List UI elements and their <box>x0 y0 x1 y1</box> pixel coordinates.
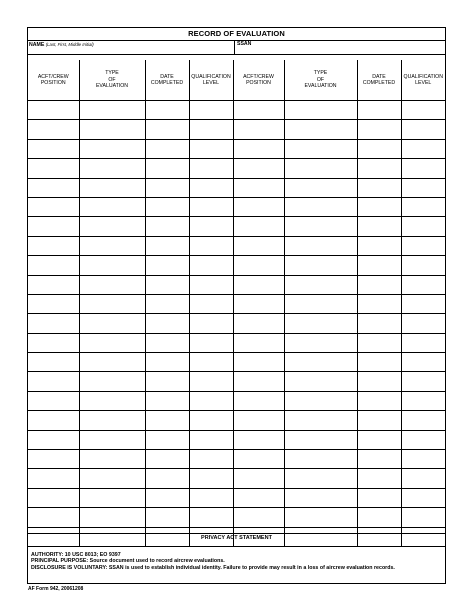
entry-cell[interactable] <box>28 275 79 294</box>
entry-cell[interactable] <box>401 236 445 255</box>
table-row <box>28 430 445 449</box>
entry-cell[interactable] <box>189 197 233 216</box>
entry-cell[interactable] <box>233 120 284 139</box>
privacy-purpose: PRINCIPAL PURPOSE: Source document used to record aircrew evaluations. <box>31 558 225 565</box>
entry-cell[interactable] <box>401 391 445 410</box>
entry-cell[interactable] <box>79 139 145 158</box>
privacy-authority: AUTHORITY: 10 USC 8013; EO 9397 <box>31 552 121 558</box>
entry-cell[interactable] <box>79 294 145 313</box>
entry-cell[interactable] <box>284 391 357 410</box>
privacy-title: PRIVACY ACT STATEMENT <box>201 535 272 541</box>
entry-cell[interactable] <box>28 469 79 488</box>
entry-cell[interactable] <box>284 197 357 216</box>
table-row <box>28 488 445 507</box>
table-row <box>28 294 445 313</box>
entry-cell[interactable] <box>145 469 189 488</box>
privacy-disclosure: DISCLOSURE IS VOLUNTARY: SSAN is used to establish individual identity. Failure to provide may result in a loss of aircrew evaluation records. <box>31 564 395 571</box>
entry-cell[interactable] <box>233 353 284 372</box>
entry-cell[interactable] <box>28 450 79 469</box>
entry-cell[interactable] <box>233 333 284 352</box>
entry-cell[interactable] <box>233 178 284 197</box>
entry-cell[interactable] <box>401 469 445 488</box>
entry-cell[interactable] <box>233 430 284 449</box>
header-line: TYPE <box>105 70 119 77</box>
entry-cell[interactable] <box>357 101 401 120</box>
entry-cell[interactable] <box>145 372 189 391</box>
name-field[interactable] <box>28 41 235 54</box>
entry-cell[interactable] <box>145 217 189 236</box>
entry-cell[interactable] <box>357 450 401 469</box>
entry-cell[interactable] <box>145 488 189 507</box>
entry-cell[interactable] <box>284 450 357 469</box>
entry-cell[interactable] <box>145 236 189 255</box>
entry-cell[interactable] <box>189 488 233 507</box>
evaluation-table <box>28 60 445 547</box>
entry-cell[interactable] <box>357 353 401 372</box>
header-line: POSITION <box>40 80 66 86</box>
table-row <box>28 197 445 216</box>
entry-cell[interactable] <box>79 372 145 391</box>
entry-cell[interactable] <box>284 217 357 236</box>
table-row <box>28 275 445 294</box>
form-number: AF Form 942, 20061208 <box>28 586 84 592</box>
entry-cell[interactable] <box>401 197 445 216</box>
entry-cell[interactable] <box>357 508 401 527</box>
entry-cell[interactable] <box>233 488 284 507</box>
entry-cell[interactable] <box>284 372 357 391</box>
header-line: EVALUATION <box>304 83 337 90</box>
evaluation-rows <box>28 101 445 547</box>
entry-cell[interactable] <box>28 411 79 430</box>
entry-cell[interactable] <box>79 411 145 430</box>
table-row <box>28 372 445 391</box>
table-row <box>28 469 445 488</box>
entry-cell[interactable] <box>145 333 189 352</box>
entry-cell[interactable] <box>28 139 79 158</box>
entry-cell[interactable] <box>233 275 284 294</box>
entry-cell[interactable] <box>145 178 189 197</box>
entry-cell[interactable] <box>357 139 401 158</box>
table-row <box>28 333 445 352</box>
entry-cell[interactable] <box>284 314 357 333</box>
entry-cell[interactable] <box>284 236 357 255</box>
entry-cell[interactable] <box>284 139 357 158</box>
table-row <box>28 314 445 333</box>
entry-cell[interactable] <box>401 275 445 294</box>
entry-cell[interactable] <box>79 217 145 236</box>
record-of-evaluation-form <box>27 27 446 584</box>
entry-cell[interactable] <box>357 217 401 236</box>
table-row <box>28 411 445 430</box>
entry-cell[interactable] <box>401 178 445 197</box>
entry-cell[interactable] <box>145 256 189 275</box>
header-line: LEVEL <box>415 80 432 86</box>
entry-cell[interactable] <box>401 256 445 275</box>
header-line: QUALIFICATION <box>191 73 231 80</box>
entry-cell[interactable] <box>145 411 189 430</box>
entry-cell[interactable] <box>28 508 79 527</box>
entry-cell[interactable] <box>233 236 284 255</box>
privacy-body <box>31 552 429 571</box>
entry-cell[interactable] <box>284 101 357 120</box>
entry-cell[interactable] <box>145 430 189 449</box>
entry-cell[interactable] <box>233 508 284 527</box>
entry-cell[interactable] <box>284 488 357 507</box>
entry-cell[interactable] <box>401 120 445 139</box>
entry-cell[interactable] <box>357 120 401 139</box>
entry-cell[interactable] <box>28 353 79 372</box>
entry-cell[interactable] <box>284 430 357 449</box>
entry-cell[interactable] <box>401 217 445 236</box>
entry-cell[interactable] <box>233 314 284 333</box>
entry-cell[interactable] <box>284 469 357 488</box>
entry-cell[interactable] <box>284 508 357 527</box>
entry-cell[interactable] <box>145 197 189 216</box>
entry-cell[interactable] <box>284 178 357 197</box>
entry-cell[interactable] <box>233 101 284 120</box>
entry-cell[interactable] <box>357 391 401 410</box>
entry-cell[interactable] <box>79 469 145 488</box>
entry-cell[interactable] <box>401 314 445 333</box>
entry-cell[interactable] <box>145 353 189 372</box>
col-header-acft-crew-position-2 <box>233 60 284 101</box>
entry-cell[interactable] <box>28 488 79 507</box>
entry-cell[interactable] <box>401 101 445 120</box>
entry-cell[interactable] <box>357 372 401 391</box>
entry-cell[interactable] <box>357 411 401 430</box>
entry-cell[interactable] <box>79 256 145 275</box>
entry-cell[interactable] <box>401 488 445 507</box>
entry-cell[interactable] <box>79 450 145 469</box>
entry-cell[interactable] <box>28 333 79 352</box>
entry-cell[interactable] <box>189 236 233 255</box>
column-header-row <box>28 60 445 101</box>
entry-cell[interactable] <box>145 120 189 139</box>
ssan-field[interactable] <box>237 41 251 48</box>
name-label: NAME <box>29 42 45 48</box>
entry-cell[interactable] <box>28 101 79 120</box>
privacy-act-statement <box>28 533 445 584</box>
header-line: OF <box>316 76 325 83</box>
entry-cell[interactable] <box>233 256 284 275</box>
entry-cell[interactable] <box>145 275 189 294</box>
entry-cell[interactable] <box>28 159 79 178</box>
entry-cell[interactable] <box>189 469 233 488</box>
header-line: ACFT/CREW <box>243 73 274 80</box>
table-row <box>28 236 445 255</box>
table-row <box>28 159 445 178</box>
table-row <box>28 139 445 158</box>
table-row <box>28 217 445 236</box>
entry-cell[interactable] <box>357 333 401 352</box>
entry-cell[interactable] <box>145 139 189 158</box>
header-line: COMPLETED <box>362 80 396 86</box>
entry-cell[interactable] <box>28 178 79 197</box>
entry-cell[interactable] <box>28 372 79 391</box>
entry-cell[interactable] <box>189 101 233 120</box>
entry-cell[interactable] <box>189 314 233 333</box>
table-row <box>28 256 445 275</box>
entry-cell[interactable] <box>284 159 357 178</box>
entry-cell[interactable] <box>189 217 233 236</box>
entry-cell[interactable] <box>401 430 445 449</box>
entry-cell[interactable] <box>189 450 233 469</box>
entry-cell[interactable] <box>79 333 145 352</box>
entry-cell[interactable] <box>79 391 145 410</box>
header-line: OF <box>108 76 116 83</box>
entry-cell[interactable] <box>401 508 445 527</box>
entry-cell[interactable] <box>233 197 284 216</box>
entry-cell[interactable] <box>233 159 284 178</box>
table-row <box>28 391 445 410</box>
header-line: EVALUATION <box>95 83 129 90</box>
table-row <box>28 101 445 120</box>
entry-cell[interactable] <box>233 139 284 158</box>
header-line: ACFT/CREW <box>37 73 69 80</box>
entry-cell[interactable] <box>401 294 445 313</box>
ssan-label: SSAN <box>237 41 252 47</box>
entry-cell[interactable] <box>189 120 233 139</box>
entry-cell[interactable] <box>145 101 189 120</box>
entry-cell[interactable] <box>28 430 79 449</box>
header-line: QUALIFICATION <box>403 73 443 80</box>
entry-cell[interactable] <box>145 314 189 333</box>
entry-cell[interactable] <box>189 275 233 294</box>
name-ssan-row <box>28 41 445 55</box>
header-line: TYPE <box>313 70 328 77</box>
header-line: LEVEL <box>202 80 220 86</box>
entry-cell[interactable] <box>189 508 233 527</box>
col-header-type-of-evaluation-2 <box>284 60 357 101</box>
col-header-qualification-level <box>189 60 233 101</box>
col-header-acft-crew-position <box>28 60 79 101</box>
form-title: RECORD OF EVALUATION <box>28 28 445 41</box>
entry-cell[interactable] <box>284 275 357 294</box>
entry-cell[interactable] <box>145 391 189 410</box>
header-line: COMPLETED <box>150 80 184 86</box>
entry-cell[interactable] <box>233 294 284 313</box>
entry-cell[interactable] <box>357 469 401 488</box>
entry-cell[interactable] <box>233 450 284 469</box>
entry-cell[interactable] <box>357 294 401 313</box>
entry-cell[interactable] <box>189 256 233 275</box>
entry-cell[interactable] <box>79 314 145 333</box>
entry-cell[interactable] <box>357 275 401 294</box>
entry-cell[interactable] <box>233 411 284 430</box>
entry-cell[interactable] <box>401 450 445 469</box>
entry-cell[interactable] <box>79 508 145 527</box>
entry-cell[interactable] <box>189 430 233 449</box>
header-line: POSITION <box>246 80 271 86</box>
name-hint: (Last, First, Middle Initial) <box>45 42 94 47</box>
entry-cell[interactable] <box>189 294 233 313</box>
entry-cell[interactable] <box>28 236 79 255</box>
entry-cell[interactable] <box>401 411 445 430</box>
entry-cell[interactable] <box>357 197 401 216</box>
entry-cell[interactable] <box>401 139 445 158</box>
col-header-qualification-level-2 <box>401 60 445 101</box>
entry-cell[interactable] <box>28 294 79 313</box>
entry-cell[interactable] <box>28 256 79 275</box>
entry-cell[interactable] <box>189 178 233 197</box>
entry-cell[interactable] <box>233 469 284 488</box>
entry-cell[interactable] <box>189 333 233 352</box>
entry-cell[interactable] <box>284 333 357 352</box>
entry-cell[interactable] <box>357 178 401 197</box>
entry-cell[interactable] <box>79 488 145 507</box>
entry-cell[interactable] <box>189 159 233 178</box>
entry-cell[interactable] <box>189 372 233 391</box>
table-row <box>28 450 445 469</box>
entry-cell[interactable] <box>357 314 401 333</box>
entry-cell[interactable] <box>233 372 284 391</box>
entry-cell[interactable] <box>79 353 145 372</box>
entry-cell[interactable] <box>233 391 284 410</box>
col-header-date-completed-2 <box>357 60 401 101</box>
entry-cell[interactable] <box>284 353 357 372</box>
entry-cell[interactable] <box>401 372 445 391</box>
entry-cell[interactable] <box>28 120 79 139</box>
entry-cell[interactable] <box>189 139 233 158</box>
entry-cell[interactable] <box>401 333 445 352</box>
entry-cell[interactable] <box>284 256 357 275</box>
entry-cell[interactable] <box>401 159 445 178</box>
entry-cell[interactable] <box>28 314 79 333</box>
entry-cell[interactable] <box>189 411 233 430</box>
entry-cell[interactable] <box>145 294 189 313</box>
entry-cell[interactable] <box>357 159 401 178</box>
table-row <box>28 120 445 139</box>
entry-cell[interactable] <box>284 120 357 139</box>
table-row <box>28 353 445 372</box>
entry-cell[interactable] <box>79 120 145 139</box>
entry-cell[interactable] <box>79 430 145 449</box>
entry-cell[interactable] <box>189 353 233 372</box>
entry-cell[interactable] <box>79 275 145 294</box>
entry-cell[interactable] <box>284 294 357 313</box>
entry-cell[interactable] <box>28 217 79 236</box>
entry-cell[interactable] <box>284 411 357 430</box>
entry-cell[interactable] <box>79 159 145 178</box>
header-line: DATE <box>160 73 174 80</box>
table-row <box>28 178 445 197</box>
col-header-type-of-evaluation <box>79 60 145 101</box>
entry-cell[interactable] <box>79 178 145 197</box>
entry-cell[interactable] <box>145 159 189 178</box>
table-row <box>28 508 445 527</box>
entry-cell[interactable] <box>28 197 79 216</box>
entry-cell[interactable] <box>357 488 401 507</box>
entry-cell[interactable] <box>79 197 145 216</box>
entry-cell[interactable] <box>357 256 401 275</box>
entry-cell[interactable] <box>357 236 401 255</box>
entry-cell[interactable] <box>233 217 284 236</box>
entry-cell[interactable] <box>145 450 189 469</box>
entry-cell[interactable] <box>28 391 79 410</box>
header-line: DATE <box>372 73 386 80</box>
entry-cell[interactable] <box>79 236 145 255</box>
entry-cell[interactable] <box>145 508 189 527</box>
entry-cell[interactable] <box>401 353 445 372</box>
entry-cell[interactable] <box>79 101 145 120</box>
entry-cell[interactable] <box>189 391 233 410</box>
col-header-date-completed <box>145 60 189 101</box>
entry-cell[interactable] <box>357 430 401 449</box>
